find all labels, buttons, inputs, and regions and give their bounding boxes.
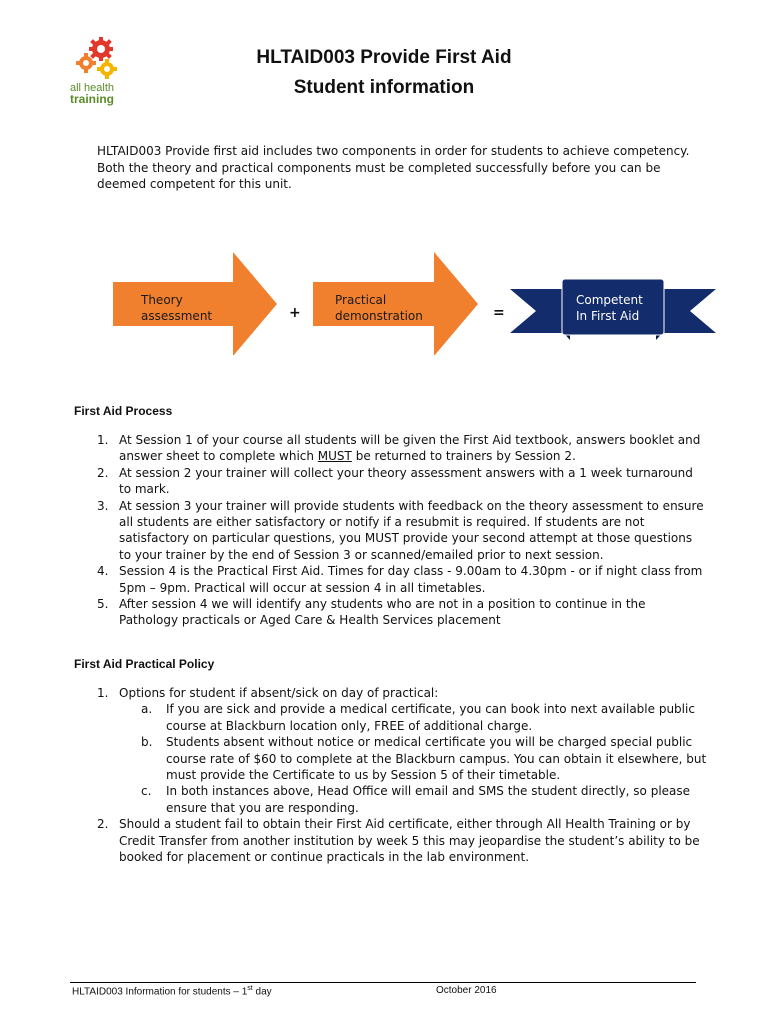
sub-text: If you are sick and provide a medical certificate, you can book into next available public course at Blackburn location only, FREE of additional charge. [166, 702, 695, 733]
item-text: At session 2 your trainer will collect your theory assessment answers with a 1 week turnaround to mark. [119, 465, 693, 497]
intro-paragraph: HLTAID003 Provide first aid includes two components in order for students to achieve competency. Both the theory and practical components must be completed successfully before you can be deemed competent for this unit. [97, 144, 690, 191]
theory-label-line-1: Theory [141, 293, 183, 307]
policy-list [97, 685, 707, 865]
item-text: Options for student if absent/sick on day of practical: [119, 686, 439, 700]
list-number: 1. [97, 433, 109, 447]
banner-right-tail [664, 289, 716, 333]
theory-label [141, 292, 212, 324]
practical-label-line-1: Practical [335, 293, 387, 307]
item-text: At session 3 your trainer will provide students with feedback on the theory assessment to ensure all students are either satisfactory or notify if a resubmit is required. If students are not satisfactory on particular questions, you MUST provide your second attempt at those questions to your trainer by the end of Session 3 or scanned/emailed prior to next session. [119, 498, 704, 562]
sub-list-item [119, 701, 707, 734]
footer-left [72, 985, 272, 997]
plus-sign: + [289, 305, 301, 321]
sub-text: In both instances above, Head Office will email and SMS the student directly, so please ensure that you are responding. [166, 784, 691, 815]
equals-sign: = [493, 305, 505, 321]
list-number: 1. [97, 686, 109, 700]
practical-label-line-2: demonstration [335, 309, 423, 323]
item-emphasis: MUST [317, 449, 352, 464]
sub-text: Students absent without notice or medical certificate you will be charged special public course rate of $60 to complete at the Blackburn campus. You can obtain it elsewhere, but must provide the Certificate to us by Session 5 of their timetable. [166, 735, 707, 783]
list-number: 3. [97, 498, 109, 513]
policy-heading: First Aid Practical Policy [74, 657, 215, 671]
page-title: HLTAID003 Provide First Aid [256, 47, 512, 68]
logo-line-1: all health [70, 82, 115, 94]
theory-label-line-2: assessment [141, 309, 213, 323]
list-item [97, 432, 707, 465]
competency-diagram [0, 245, 768, 355]
item-text-end: be returned to trainers by Session 2. [351, 449, 576, 464]
list-item [97, 465, 707, 498]
list-number: 4. [97, 564, 109, 579]
item-text: Session 4 is the Practical First Aid. Times for day class - 9.00am to 4.30pm - or if night class from 5pm – 9pm. Practical will occur at session 4 in all timetables. [119, 564, 703, 595]
sub-list-item [119, 783, 707, 816]
practical-label [335, 292, 423, 324]
sub-list-item [119, 734, 707, 783]
process-list [97, 432, 707, 629]
logo-line-2: training [70, 92, 114, 106]
competent-label-line-2: In First Aid [576, 309, 640, 323]
page-subtitle: Student information [293, 77, 475, 98]
list-number: 2. [97, 817, 109, 832]
competent-label-line-1: Competent [576, 293, 643, 307]
list-item [97, 563, 707, 596]
sub-letter: c. [141, 784, 152, 799]
footer-divider [70, 982, 696, 983]
sub-letter: b. [141, 735, 153, 750]
banner-left-tail [510, 289, 562, 333]
sub-letter: a. [141, 702, 153, 717]
list-number: 5. [97, 597, 109, 612]
policy-sublist [119, 701, 707, 816]
item-text: Should a student fail to obtain their First Aid certificate, either through All Health Training or by Credit Transfer from another institution by week 5 this may jeopardise the student’s ability to be booked for placement or continue practicals in the lab environment. [119, 817, 700, 865]
list-item [97, 685, 707, 816]
footer-left-end: day [252, 986, 272, 998]
competent-label [576, 292, 643, 324]
list-item [97, 498, 707, 564]
list-item [97, 816, 707, 865]
footer-date: October 2016 [436, 985, 497, 996]
process-heading: First Aid Process [74, 404, 173, 418]
footer-left-sup: st [247, 985, 253, 992]
item-text: At Session 1 of your course all students will be given the First Aid textbook, answers booklet and answer sheet to complete which [119, 433, 701, 464]
list-number: 2. [97, 465, 109, 480]
footer-left-text: HLTAID003 Information for students – 1 [72, 986, 248, 998]
list-item [97, 596, 707, 629]
item-text: After session 4 we will identify any students who are not in a position to continue in the Pathology practicals or Aged Care & Health Services placement [119, 597, 646, 628]
